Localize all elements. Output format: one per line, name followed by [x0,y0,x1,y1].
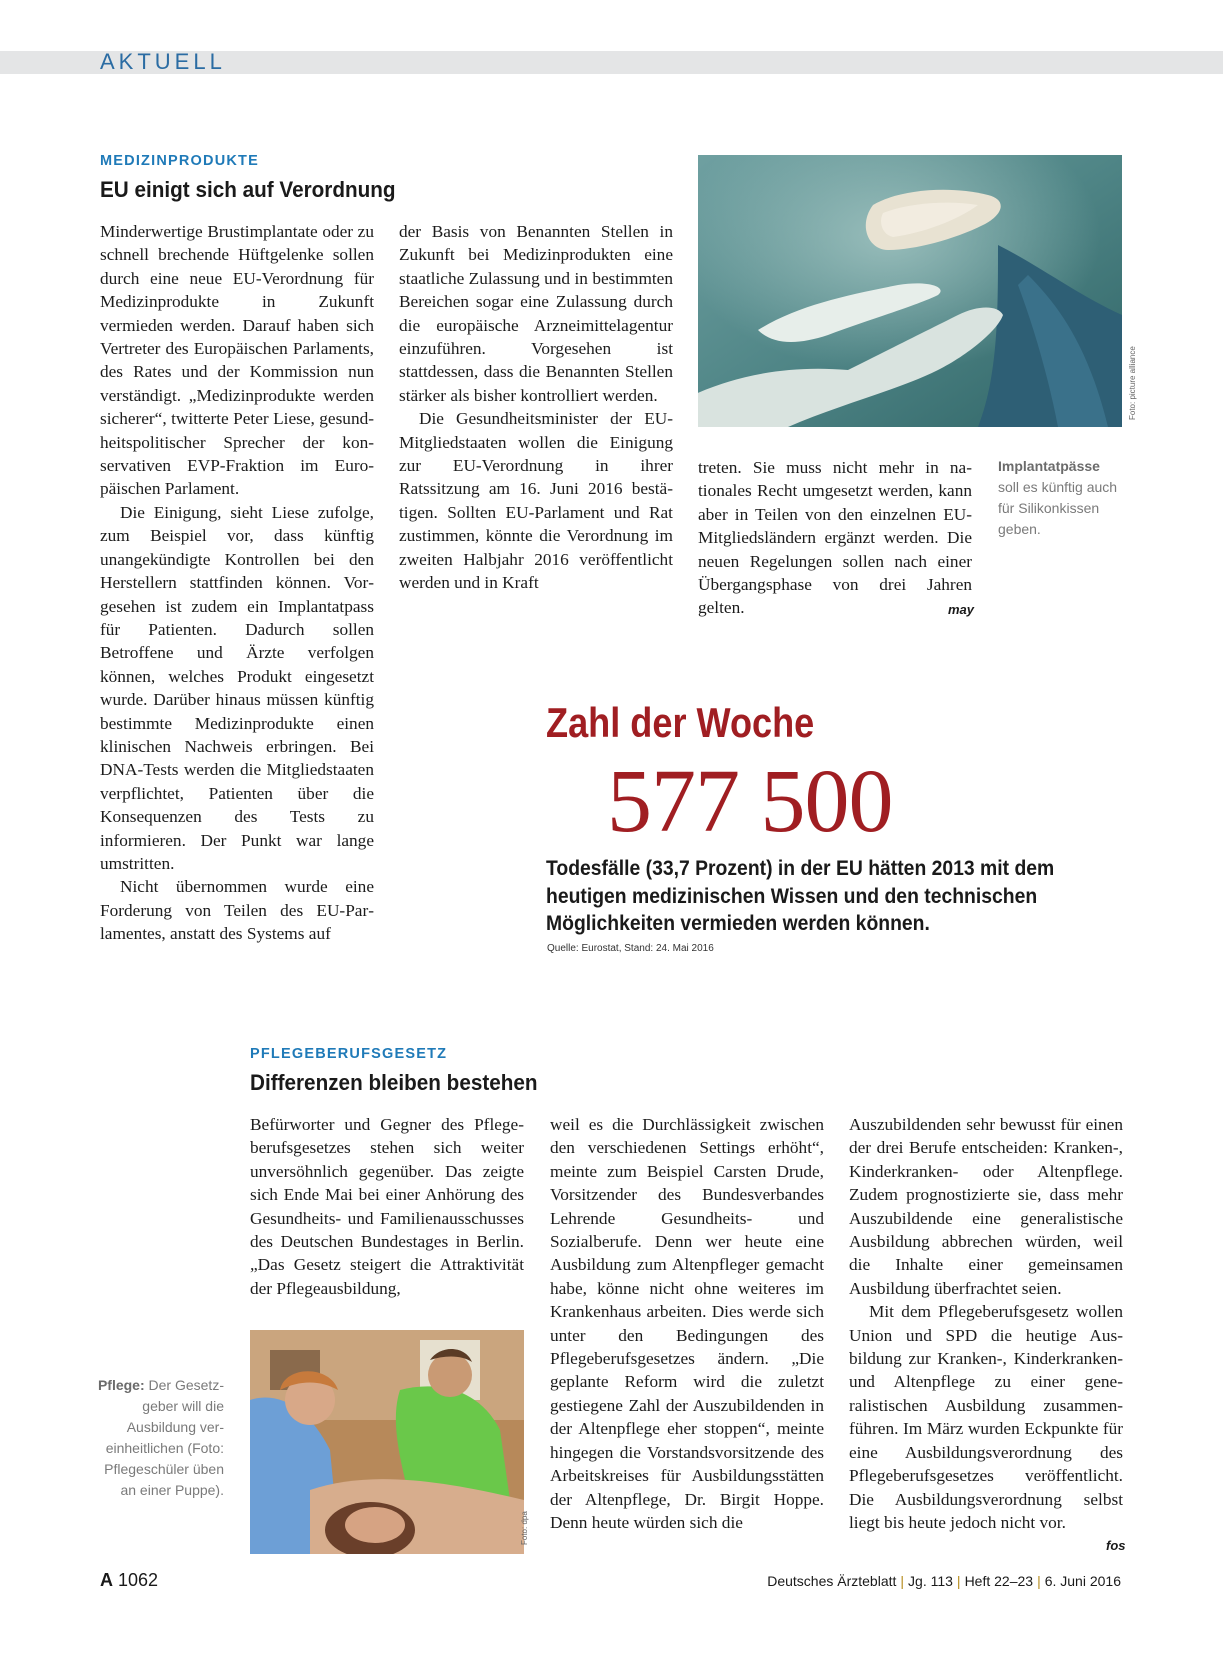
photo-caption [998,456,1128,540]
photo-credit: Foto: picture alliance [1128,346,1137,420]
paragraph: Die Gesundheitsminister der EU-Mitgliedstaaten wollen die Einigung zur EU-Verordnung in ihrer Ratssitzung am 16. Juni 2016 bestätigen. Sollten EU-Parlament und Rat zustimmen, könnte die Verordnung im zweiten Halbjahr 2016 veröffentlicht werden und in Kraft [399,409,673,593]
implant-photo [698,155,1122,427]
nursing-photo-image [250,1330,524,1554]
caption-title: Implantatpässe [998,458,1100,474]
page-prefix: A [100,1570,113,1590]
article2-column-3 [849,1113,1123,1534]
caption-title: Pflege: [97,1377,145,1393]
paragraph: Auszubildenden sehr bewusst für einen der drei Berufe entscheiden: Kranken-, Kinderkranken- oder Altenpflege. Zudem prognostizierte sie, dass mehr Auszubildende eine generalistische Ausbildung abbrechen würden, weil die Inhalte einer gemeinsamen Ausbildung überfrachtet seien. [849,1115,1123,1298]
zahl-der-woche-source: Quelle: Eurostat, Stand: 24. Mai 2016 [547,943,714,954]
paragraph: der Basis von Benannten Stellen in Zukunft bei Medizinprodukten eine staatliche Zulassung und in bestimmten Bereichen sogar eine Zulassung durch die europäische Arzneimittelagentur einzuführen. Vorgesehen ist stattdessen, dass die Benannten Stellen stärker als bisher kontrolliert werden. [399,222,673,405]
article1-column-3 [698,456,975,620]
author-signature: fos [1106,1538,1126,1553]
zahl-der-woche-title: Zahl der Woche [546,699,815,746]
article2-column-1 [250,1113,524,1300]
article1-column-1 [100,220,374,946]
photo-credit: Foto: dpa [520,1511,529,1545]
paragraph: treten. Sie muss nicht mehr in nationales Recht umgesetzt werden, kann aber in Teilen von den einzelnen EU-Mitgliedsländern ergänzt werden. Die neuen Regelungen sollen nach einer Übergangsphase von drei Jahren gelten. [698,458,972,618]
author-signature: may [948,602,975,617]
page-number-value: 1062 [118,1570,159,1590]
photo-caption [86,1375,224,1501]
paragraph: Minderwertige Brustimplantate oder zu schnell brechende Hüftgelenke sollen durch eine neue EU-Verordnung für Medizinprodukte in Zukunft vermieden werden. Darauf haben sich Vertreter des Europäischen Parlaments, des Rates und der Kommission nun verständigt. „Medizinprodukte werden sicherer“, twitterte Peter Liese, gesundheitspolitischer Sprecher der konservativen EVP-Fraktion im Europäischen Parlament. [100,222,374,499]
journal-footer: Deutsches Ärzteblatt | Jg. 113 | Heft 22–23 | 6. Juni 2016 [767,1573,1121,1589]
journal-date: 6. Juni 2016 [1044,1573,1121,1589]
journal-volume: Jg. 113 [908,1573,953,1589]
caption-text: Der Gesetzgeber will die Ausbildung vereinheitlichen (Foto: Pflegeschüler üben an einer Puppe). [104,1377,224,1498]
implant-photo-image [698,155,1122,427]
article1-kicker: MEDIZINPRODUKTE [100,153,259,169]
article2-kicker: PFLEGEBERUFSGESETZ [250,1046,448,1062]
paragraph: Nicht übernommen wurde eine Forderung von Teilen des EU-Parlamentes, anstatt des Systems auf [100,877,374,944]
article1-column-2 [399,220,673,595]
paragraph: Mit dem Pflegeberufsgesetz wollen Union und SPD die heutige Ausbildung zur Kranken-, Kinderkranken- und Altenpflege zu einer generalistischen Ausbildung zusammenführen. Im März wurden Eckpunkte für eine Ausbildungsverordnung des Pflegeberufsgesetzes veröffentlicht. Die Ausbildungsverordnung selbst liegt bis heute jedoch nicht vor. [849,1302,1123,1532]
article2-headline: Differenzen bleiben bestehen [250,1070,538,1095]
nursing-photo [250,1330,524,1554]
journal-name: Deutsches Ärzteblatt [767,1573,897,1589]
paragraph: Die Einigung, sieht Liese zufolge, zum Beispiel vor, dass künftig unangekündigte Kontrollen bei den Herstellern stattfinden können. Vorgesehen ist zudem ein Implantatpass für Patienten. Dadurch sollen Betroffene und Ärzte verfolgen können, welches Produkt eingesetzt wurde. Darüber hinaus müssen künftig bestimmte Medizinprodukte einen klinischen Nachweis erbringen. Bei DNA-Tests werden die Mitgliedstaaten verpflichtet, Patienten über die Konsequenzen des Tests zu informieren. Der Punkt war lange umstritten. [100,502,374,873]
zahl-der-woche-text: Todesfälle (33,7 Prozent) in der EU hätten 2013 mit dem heutigen medizinischen Wissen und den technischen Möglichkeiten vermieden werden können. [546,856,1055,935]
section-label: AKTUELL [100,49,226,74]
paragraph: Befürworter und Gegner des Pflegeberufsgesetzes stehen sich weiter unversöhnlich gegenüber. Das zeigte sich Ende Mai bei einer Anhörung des Gesundheits- und Familienausschusses des Deutschen Bundestages in Berlin. „Das Gesetz steigert die Attraktivität der Pflegeausbildung, [250,1115,524,1298]
journal-issue: Heft 22–23 [964,1573,1034,1589]
zahl-der-woche-number: 577 500 [607,752,893,851]
paragraph: weil es die Durchlässigkeit zwischen den verschiedenen Settings erhöht“, meinte zum Beispiel Carsten Drude, Vorsitzender des Bundesverbandes Lehrende Gesundheits- und Sozialberufe. Denn wer heute eine Ausbildung zum Altenpfleger gemacht habe, könne nicht ohne weiteres im Krankenhaus arbeiten. Dies werde sich unter den Bedingungen des Pflegeberufsgesetzes ändern. „Die geplante Reform wird die zuletzt gestiegene Zahl der Auszubildenden in der Altenpflege eher stoppen“, meinte hingegen die Vorstandsvorsitzende des Arbeitskreises für Ausbildungsstätten der Altenpflege, Dr. Birgit Hoppe. Denn heute würden sich die [550,1115,824,1532]
article1-headline: EU einigt sich auf Verordnung [100,177,396,202]
article2-column-2 [550,1113,824,1534]
page-number [100,1570,158,1591]
caption-text: soll es künftig auch für Silikonkissen geben. [998,479,1118,537]
